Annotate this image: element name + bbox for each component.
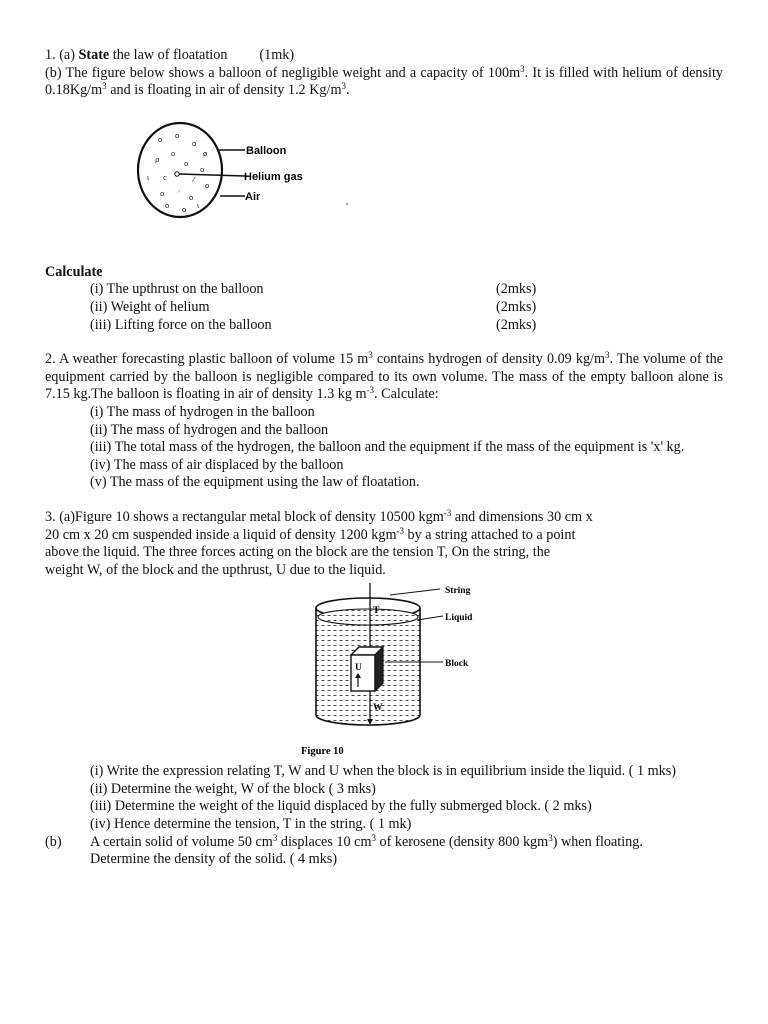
liquid-label: Liquid — [445, 613, 473, 624]
svg-text:ɩ: ɩ — [147, 173, 150, 182]
balloon-label: Balloon — [246, 144, 287, 157]
svg-text:o: o — [205, 181, 210, 190]
svg-text:ɩ: ɩ — [197, 201, 200, 210]
svg-text:ø: ø — [203, 149, 208, 158]
q2-part-iv: (iv) The mass of air displaced by the balloon — [90, 456, 344, 473]
svg-text:o: o — [160, 189, 165, 198]
q1a-marks: (1mk) — [259, 47, 295, 63]
figure-caption: Figure 10 — [301, 746, 344, 758]
weight-label: W — [373, 703, 383, 714]
svg-text:o: o — [200, 165, 205, 174]
svg-text:⁄: ⁄ — [193, 175, 195, 184]
q3-part-ii: (ii) Determine the weight, W of the block ( 3 mks) — [90, 780, 376, 797]
block-in-liquid-diagram — [45, 583, 723, 763]
gas-particles — [147, 132, 209, 214]
svg-text:⸝: ⸝ — [177, 185, 181, 194]
q1-parts-list — [45, 281, 723, 334]
upthrust-label: U — [355, 663, 362, 674]
svg-text:c: c — [163, 173, 167, 182]
svg-text:o: o — [171, 149, 176, 158]
q3-part-iv: (iv) Hence determine the tension, T in the string. ( 1 mk) — [90, 816, 412, 833]
q1-part-iii: (iii) Lifting force on the balloon (2mks) — [90, 316, 537, 333]
q2-parts-list — [45, 404, 723, 492]
q2-part-ii: (ii) The mass of hydrogen and the balloon — [90, 421, 329, 438]
q3-part-i: (i) Write the expression relating T, W and U when the block is in equilibrium inside the liquid. ( 1 mks) — [90, 763, 677, 780]
balloon-figure — [45, 104, 723, 264]
svg-text:ρ: ρ — [155, 155, 160, 164]
q2-stem: 2. A weather forecasting plastic balloon of volume 15 $m^3$ contains hydrogen of density 0.09 $kg/m^3$. The volume of the equipment carried by the balloon is negligible compared to its own volume. The mass of the empty balloon alone is 7.15 kg.The balloon is floating in air of density 1.3 kg $m^{-3}$. Calculate: — [45, 350, 723, 403]
figure-10 — [45, 583, 723, 763]
q3b-tag: (b) — [45, 833, 62, 850]
svg-text:o: o — [175, 131, 180, 140]
q3-parts-list — [45, 763, 723, 833]
q3-stem: 3. (a)Figure 10 shows a rectangular metal block of density 10500 kgm$^{-3}$ and dimensions 30 cm x 20 cm x 20 cm suspended inside a liquid of density 1200 kgm$^{-3}$ by a string attached to a point above the liquid. The three forces acting on the block are the tension T, On the string, the weight W, of the block and the upthrust, U due to the liquid. — [45, 507, 593, 578]
svg-text:o: o — [192, 139, 197, 148]
air-label: Air — [245, 190, 261, 203]
helium-gas-label: Helium gas — [244, 170, 303, 183]
svg-text:o: o — [182, 205, 187, 214]
q1-part-ii: (ii) Weight of helium (2mks) — [90, 298, 537, 315]
exam-page — [45, 47, 723, 869]
state-keyword: State — [78, 47, 110, 63]
svg-text:o: o — [184, 159, 189, 168]
balloon-diagram — [45, 104, 405, 264]
q3-part-iii: (iii) Determine the weight of the liquid displaced by the fully submerged block. ( 2 mks) — [90, 798, 592, 815]
q2-part-i: (i) The mass of hydrogen in the balloon — [90, 403, 315, 420]
calculate-heading: Calculate — [45, 263, 103, 280]
q1-part-b: (b) The figure below shows a balloon of negligible weight and a capacity of $100m^3$. It is filled with helium of density $0.18Kg/m^3$ and is floating in air of density 1.2 $Kg/m^3$. — [45, 63, 723, 99]
tension-label: T — [373, 606, 380, 617]
q1-part-i: (i) The upthrust on the balloon (2mks) — [90, 281, 537, 298]
liquid-surface — [318, 609, 418, 625]
svg-text:o: o — [189, 193, 194, 202]
block-label: Block — [445, 659, 469, 670]
q3-part-b: (b) A certain solid of volume 50 $cm^3$ displaces 10 $cm^3$ of kerosene (density 800 kgm$^3$) when floating. Determine the density of the solid. ( 4 mks) — [45, 832, 643, 868]
q2-part-iii: (iii) The total mass of the hydrogen, the balloon and the equipment if the mass of the equipment is 'x' kg. — [90, 439, 685, 456]
block-front — [351, 655, 375, 691]
balloon-outline — [138, 123, 222, 217]
string-label: String — [445, 586, 471, 597]
q1-part-a: 1. (a) State the law of floatation (1mk) — [45, 47, 295, 63]
svg-text:o: o — [158, 135, 163, 144]
svg-text:o: o — [165, 201, 170, 210]
q2-part-v: (v) The mass of the equipment using the law of floatation. — [90, 474, 420, 491]
block-side — [375, 647, 383, 691]
